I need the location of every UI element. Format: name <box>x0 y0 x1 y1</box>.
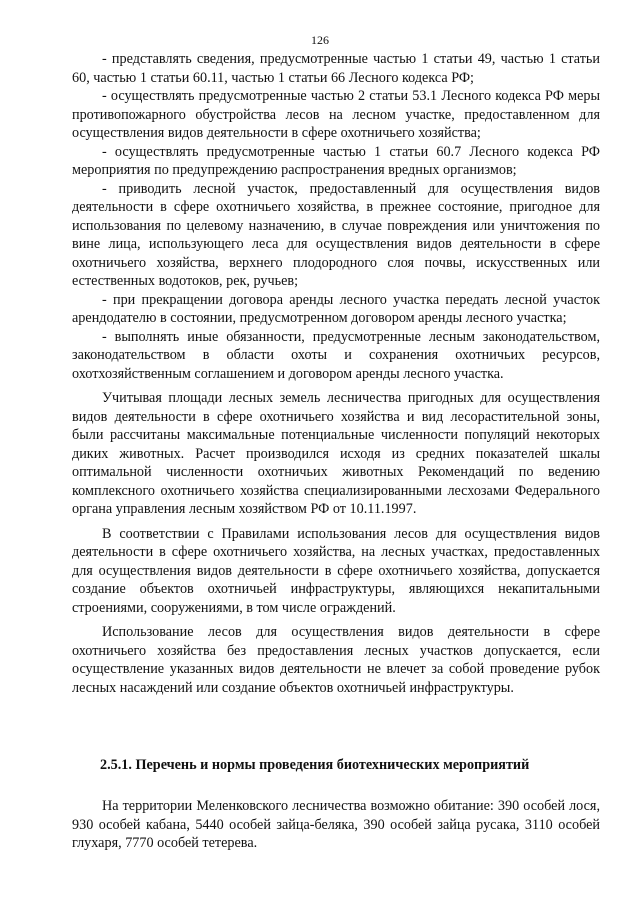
bullet-item: - осуществлять предусмотренные частью 2 статьи 53.1 Лесного кодекса РФ меры противопожарного обустройства лесов на лесном участке, предоставленном для осуществления видов деятельности в сфере охотничьего хозяйства; <box>72 88 600 141</box>
bullet-item: - осуществлять предусмотренные частью 1 статьи 60.7 Лесного кодекса РФ мероприятия по предупреждению распространения вредных организмов; <box>72 143 600 178</box>
section-heading: 2.5.1. Перечень и нормы проведения биотехнических мероприятий <box>100 757 530 773</box>
body-text <box>72 50 600 697</box>
bullet-item: - представлять сведения, предусмотренные частью 1 статьи 49, частью 1 статьи 60, частью 1 статьи 60.11, частью 1 статьи 66 Лесного кодекса РФ; <box>72 51 600 86</box>
final-text <box>72 797 600 853</box>
page-number: 126 <box>311 33 329 47</box>
bullet-item: - при прекращении договора аренды лесного участка передать лесной участок арендодателю в состоянии, предусмотренном договором аренды лесного участка; <box>72 291 600 326</box>
bullet-item: - приводить лесной участок, предоставленный для осуществления видов деятельности в сфере охотничьего хозяйства, в прежнее состояние, пригодное для использования по целевому назначению, в случае повреждения или уничтожения по вине лица, использующего леса для осуществления видов деятельности в сфере охотничьего хозяйства, верхнего плодородного слоя почвы, искусственных или естественных водотоков, рек, ручьев; <box>72 180 600 289</box>
final-paragraph: На территории Меленковского лесничества возможно обитание: 390 особей лося, 930 особей кабана, 5440 особей зайца-беляка, 390 особей зайца русака, 3110 особей глухаря, 7770 особей тетерева. <box>72 798 600 851</box>
paragraph: Использование лесов для осуществления видов деятельности в сфере охотничьего хозяйства без предоставления лесных участков допускается, если осуществление указанных видов деятельности не влечет за собой проведение рубок лесных насаждений или создание объектов охотничьей инфраструктуры. <box>72 624 600 696</box>
paragraph: В соответствии с Правилами использования лесов для осуществления видов деятельности в сфере охотничьего хозяйства, на лесных участках, предоставленных для осуществления видов деятельности в сфере охотничьего хозяйства, допускается создание объектов охотничьей инфраструктуры, являющихся некапитальными строениями, сооружениями, в том числе ограждений. <box>72 525 600 616</box>
bullet-item: - выполнять иные обязанности, предусмотренные лесным законодательством, законодательством в области охоты и сохранения охотничьих ресурсов, охотхозяйственным соглашением и договором аренды лесного участка. <box>72 328 600 382</box>
paragraph: Учитывая площади лесных земель лесничества пригодных для осуществления видов деятельности в сфере охотничьего хозяйства и вид лесорастительной зоны, были рассчитаны максимальные потенциальные численности популяций некоторых диких животных. Расчет производился исходя из средних показателей шкалы оптимальной численности охотничьих животных Рекомендаций по ведению комплексного охотничьего хозяйства специализированными лесхозами Федерального органа управления лесным хозяйством РФ от 10.11.1997. <box>72 390 600 517</box>
